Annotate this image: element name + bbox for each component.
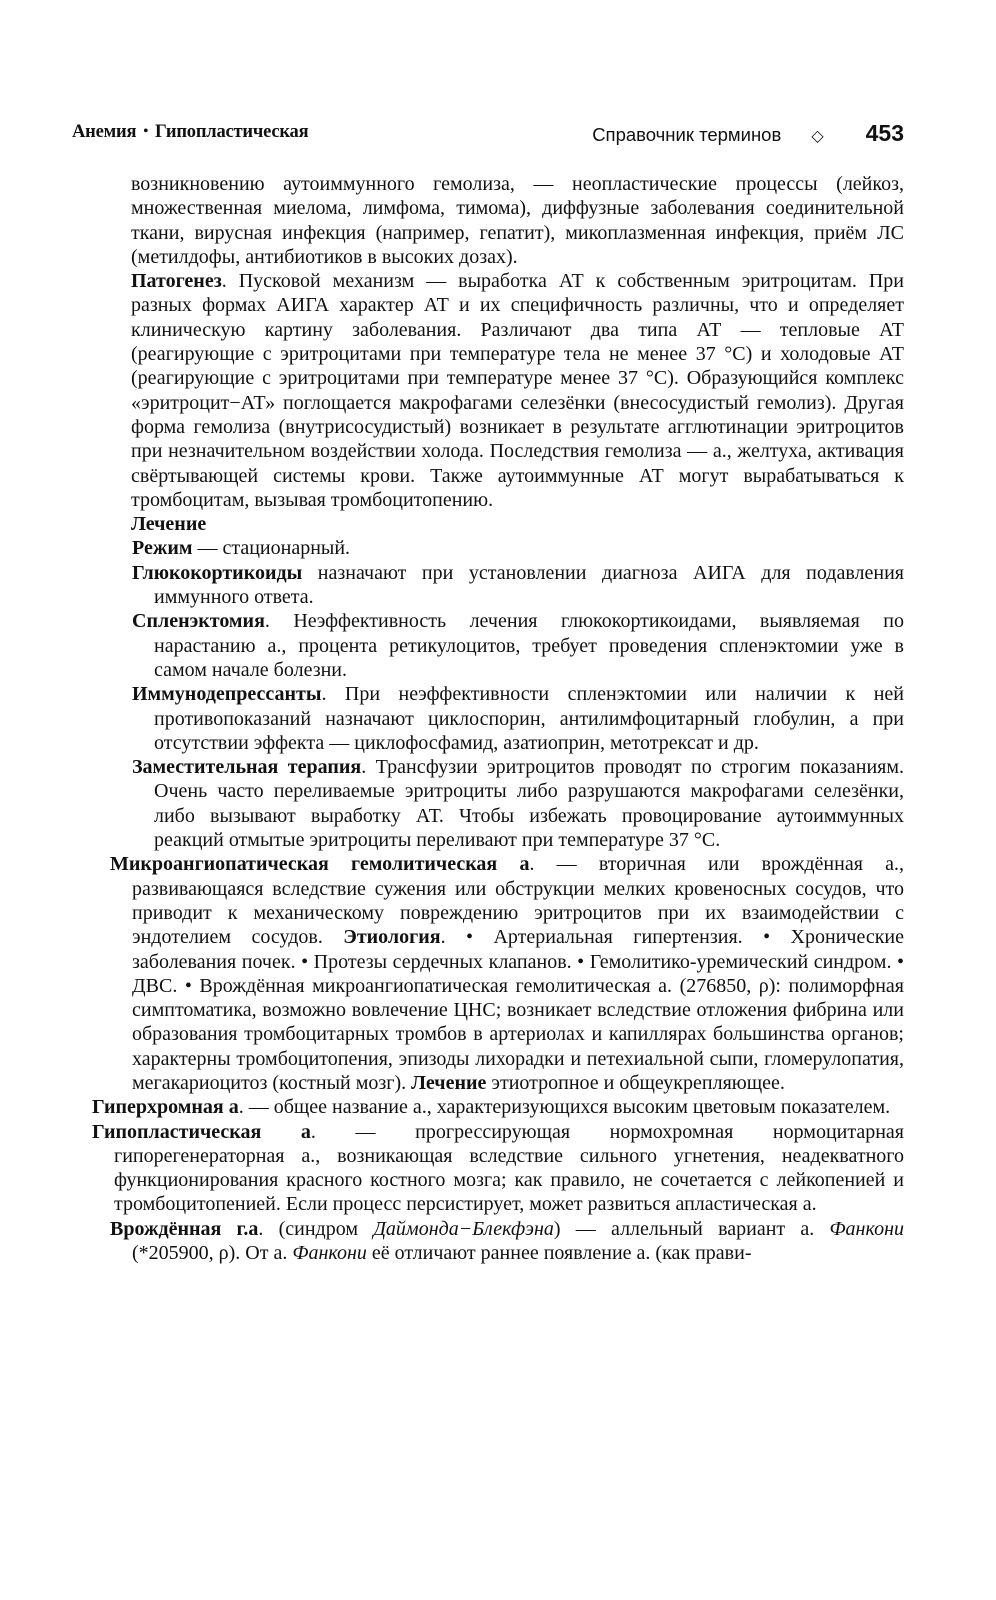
replacement-therapy-entry (132, 755, 905, 852)
glucocorticoids-entry (132, 561, 904, 610)
page-body (92, 172, 904, 1265)
congenital-text-1: . (синдром (258, 1217, 374, 1240)
glucocorticoids-text: назначают при установлении диагноза АИГА для подавления иммунного ответа. (154, 561, 904, 609)
hyperchromic-text: . — общее название а., характеризующихся высоким цветовым показателем. (238, 1096, 891, 1119)
congenital-text-4: её отличают раннее появление а. (как прави- (366, 1242, 752, 1265)
reference-title: Справочник терминов (592, 124, 782, 145)
glucocorticoids-label: Глюкокортикоиды (132, 561, 303, 584)
microangiopathic-text-1: . — вторичная или врождённая а., развивающаяся вследствие сужения или обструкции мелких кровеносных сосудов, что приводит к механическому повреждению эритроцитов при их взаимодействии с эндотелием сосудов. (132, 853, 904, 949)
continuation-text: возникновению аутоиммунного гемолиза, — неопластические процессы (лейкоз, множественная миелома, лимфома, тимома), диффузные заболевания соединительной ткани, вирусная инфекция (например, гепатит), микоплазменная инфекция, приём ЛС (метилдофы, антибиотиков в высоких дозах). (131, 173, 904, 268)
splenectomy-text: . Неэффективность лечения глюкокортикоидами, выявляемая по нарастанию а., процента ретикулоцитов, требует проведения спленэктомии уже в самом начале болезни. (154, 610, 904, 681)
pathogenesis-paragraph (131, 269, 904, 512)
pathogenesis-text: . Пусковой механизм — выработка АТ к собственным эритроцитам. При разных формах АИГА характер АТ и их специфичность различны, что и определяет клиническую картину заболевания. Различают два типа АТ — тепловые АТ (реагирующие с эритроцитами при температуре тела не менее 37 °С) и холодовые АТ (реагирующие с эритроцитами при температуре менее 37 °С). Образующийся комплекс «эритроцит−АТ» поглощается макрофагами селезёнки (внесосудистый гемолиз). Другая форма гемолиза (внутрисосудистый) возникает в результате агглютинации эритроцитов при незначительном воздействии холода. Последствия гемолиза — а., желтуха, активация свёртывающей системы крови. Также аутоиммунные АТ могут вырабатываться к тромбоцитам, вызывая тромбоцитопению. (131, 270, 904, 511)
eponym-fanconi-1: Фанкони (829, 1217, 904, 1240)
etiology-label: Этиология (343, 926, 441, 949)
replacement-therapy-text: . Трансфузии эритроцитов проводят по строгим показаниям. Очень часто переливаемые эритроциты либо разрушаются макрофагами селезёнки, либо вызывают выработку АТ. Чтобы избежать провоцирование аутоиммунных реакций отмытые эритроциты переливают при температуре 37 °С. (154, 756, 905, 852)
page-header (72, 120, 904, 152)
immunosuppressants-entry (132, 682, 904, 755)
hypoplastic-label: Гипопластическая а (92, 1120, 311, 1143)
continuation-paragraph (131, 172, 904, 269)
eponym-diamond-blackfan: Даймонда−Блекфэна (373, 1217, 554, 1240)
congenital-label: Врождённая г.а (110, 1217, 259, 1240)
page-number: 453 (865, 120, 904, 146)
microangiopathic-text-3: этиотропное и общеукрепляющее. (486, 1071, 785, 1094)
replacement-therapy-label: Заместительная терапия (132, 756, 362, 779)
hyperchromic-entry (92, 1095, 904, 1119)
section-right: Гипопластическая (155, 122, 309, 142)
section-left: Анемия (72, 122, 137, 142)
bullet-separator: • (143, 124, 149, 139)
hypoplastic-entry (92, 1120, 905, 1217)
regime-label: Режим (132, 537, 193, 560)
microangiopathic-text-2: . • Артериальная гипертензия. • Хронические заболевания почек. • Протезы сердечных клапанов. • Гемолитико-уремический синдром. • ДВС. • Врождённая микроангиопатическая гемолитическая а. (276850, ρ): полиморфная симптоматика, возможно вовлечение ЦНС; возникает вследствие отложения фибрина или образования тромбоцитарных тромбов в артериолах и капиллярах большинства органов; характерны тромбоцитопения, эпизоды лихорадки и петехиальной сыпи, гломерулопатия, мегакариоцитоз (костный мозг). (132, 926, 904, 1094)
congenital-entry (110, 1217, 904, 1266)
microangiopathic-label: Микроангиопатическая гемолитическая а (110, 853, 530, 876)
microangiopathic-treatment-label: Лечение (411, 1071, 487, 1094)
regime-text: — стационарный. (192, 537, 351, 560)
running-head-right (592, 120, 904, 147)
regime-entry (132, 536, 904, 560)
hyperchromic-label: Гиперхромная а (92, 1096, 239, 1119)
running-head-left (72, 122, 308, 143)
congenital-text-3: (*205900, ρ). От а. (132, 1242, 293, 1265)
microangiopathic-entry (110, 852, 904, 1095)
diamond-icon: ◇ (811, 126, 824, 145)
eponym-fanconi-2: Фанкони (292, 1242, 367, 1265)
immunosuppressants-label: Иммунодепрессанты (132, 683, 322, 706)
splenectomy-label: Спленэктомия (132, 610, 265, 633)
immunosuppressants-text: . При неэффективности спленэктомии или наличии к ней противопоказаний назначают циклоспорин, антилимфоцитарный глобулин, а при отсутствии эффекта — циклофосфамид, азатиоприн, метотрексат и др. (154, 683, 904, 754)
treatment-heading: Лечение (131, 513, 207, 536)
splenectomy-entry (132, 609, 904, 682)
hypoplastic-text: . — прогрессирующая нормохромная нормоцитарная гипорегенераторная а., возникающая вследствие сильного угнетения, неадекватного функционирования красного костного мозга; как правило, не сочетается с лейкопенией и тромбоцитопенией. Если процесс персистирует, может развиться апластическая а. (114, 1120, 905, 1216)
pathogenesis-label: Патогенез (131, 270, 222, 293)
congenital-text-2: ) — аллельный вариант а. (553, 1217, 830, 1240)
